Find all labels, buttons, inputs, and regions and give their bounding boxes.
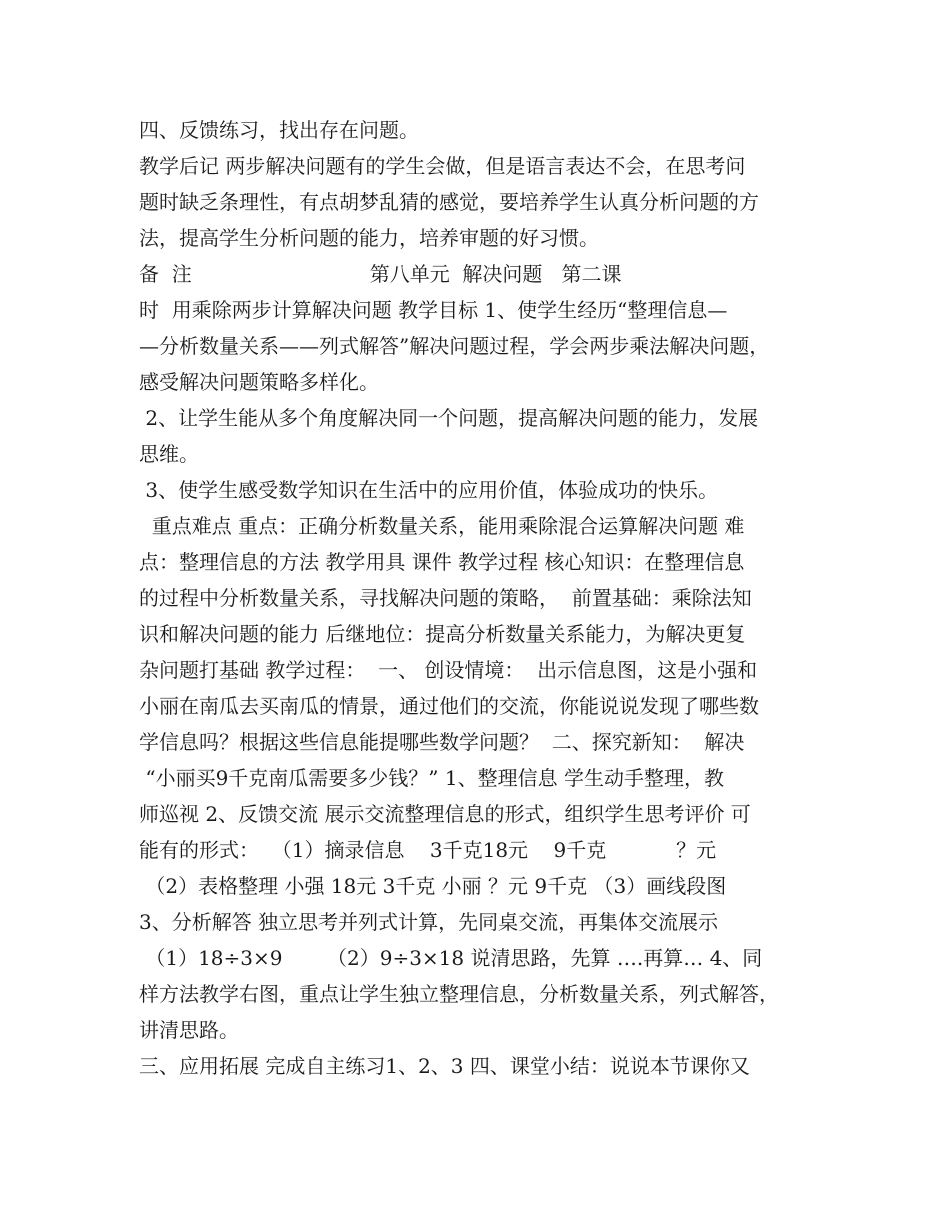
text-line: 3、分析解答 独立思考并列式计算，先同桌交流，再集体交流展示: [139, 910, 719, 934]
text-line: 感受解决问题策略多样化。: [139, 370, 379, 394]
text-line: （2）表格整理 小强 18元 3千克 小丽 ？元 9千克 （3）画线段图: [139, 874, 727, 898]
text-line: 四、反馈练习，找出存在问题。: [139, 118, 419, 142]
text-line: 时 用乘除两步计算解决问题 教学目标 1、使学生经历“整理信息—: [139, 298, 728, 322]
text-line: 思维。: [139, 442, 199, 466]
text-line: 法，提高学生分析问题的能力，培养审题的好习惯。: [139, 226, 599, 250]
text-line: 样方法教学右图，重点让学生独立整理信息，分析数量关系，列式解答，: [139, 982, 779, 1006]
text-line: “小丽买9千克南瓜需要多少钱？” 1、整理信息 学生动手整理，教: [139, 766, 724, 790]
text-line: 题时缺乏条理性，有点胡梦乱猜的感觉，要培养学生认真分析问题的方: [139, 190, 759, 214]
text-line: 的过程中分析数量关系，寻找解决问题的策略， 前置基础：乘除法知: [139, 586, 752, 610]
text-line: 点：整理信息的方法 教学用具 课件 教学过程 核心知识：在整理信息: [139, 550, 745, 574]
text-line: 学信息吗？根据这些信息能提哪些数学问题？ 二、探究新知： 解决: [139, 730, 745, 754]
text-line: 3、使学生感受数学知识在生活中的应用价值，体验成功的快乐。: [139, 478, 719, 502]
text-line: 讲清思路。: [139, 1018, 239, 1042]
text-line: 重点难点 重点：正确分析数量关系，能用乘除混合运算解决问题 难: [139, 514, 745, 538]
text-line: —分析数量关系——列式解答”解决问题过程，学会两步乘法解决问题，: [139, 334, 770, 358]
text-line: 2、让学生能从多个角度解决同一个问题，提高解决问题的能力，发展: [139, 406, 759, 430]
text-line: 师巡视 2、反馈交流 展示交流整理信息的形式，组织学生思考评价 可: [139, 802, 751, 826]
text-line: （1）18÷3×9 （2）9÷3×18 说清思路，先算 ….再算… 4、同: [139, 946, 763, 970]
text-line: 小丽在南瓜去买南瓜的情景，通过他们的交流，你能说说发现了哪些数: [139, 694, 759, 718]
text-line: 识和解决问题的能力 后继地位：提高分析数量关系能力，为解决更复: [139, 622, 746, 646]
text-line: 教学后记 两步解决问题有的学生会做，但是语言表达不会，在思考问: [139, 154, 746, 178]
text-line: 杂问题打基础 教学过程： 一、 创设情境： 出示信息图，这是小强和: [139, 658, 758, 682]
text-line: 三、应用拓展 完成自主练习1、2、3 四、课堂小结：说说本节课你又: [139, 1054, 750, 1078]
text-line: 备 注 第八单元 解决问题 第二课: [139, 262, 622, 286]
text-line: 能有的形式： （1）摘录信息 3千克18元 9千克 ？元: [139, 838, 717, 862]
